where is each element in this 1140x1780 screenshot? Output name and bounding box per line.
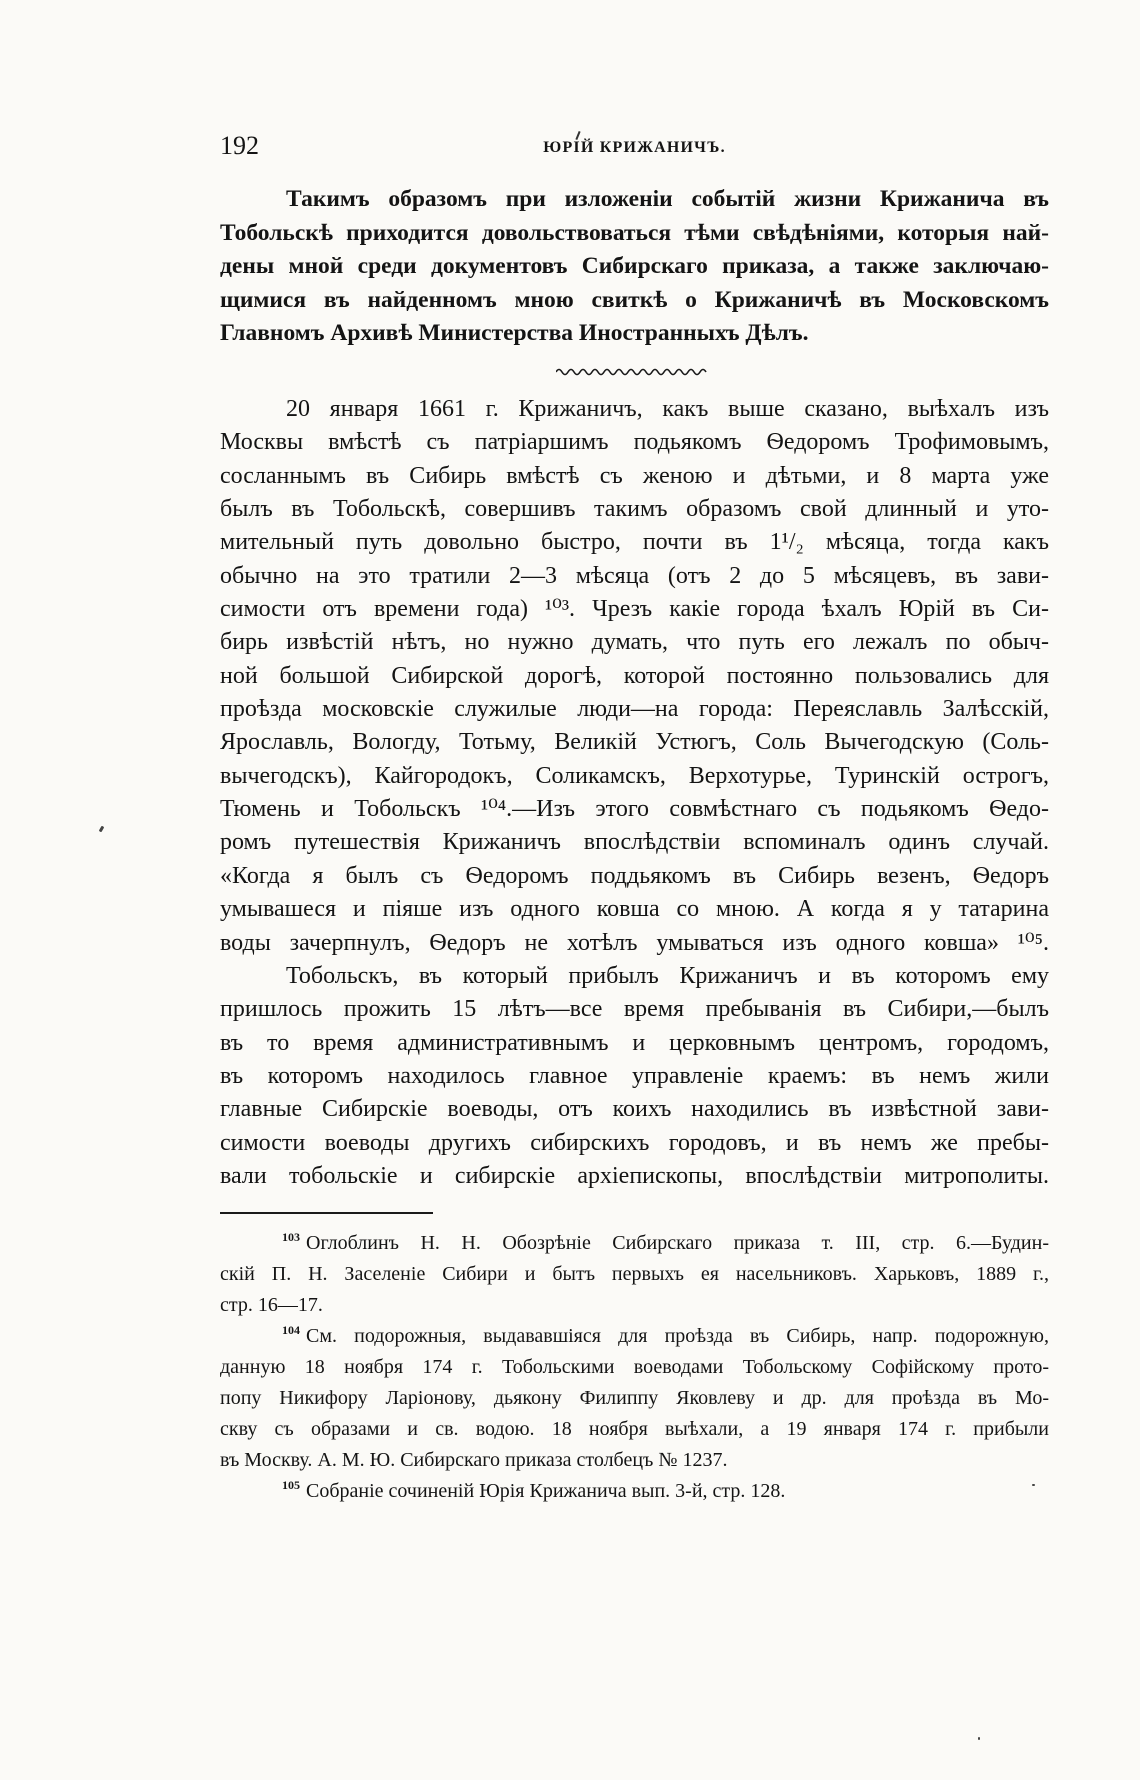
text-line: ной большой Сибирской дорогѣ, которой постоянно пользовались для [220,662,1049,689]
text-line: былъ въ Тобольскѣ, совершивъ такимъ образомъ свой длинный и уто- [220,496,1049,523]
text-line: Тобольскѣ приходится довольствоваться тѣми свѣдѣніями, которыя най- [220,219,1049,246]
footnote-line: скій П. Н. Заселеніе Сибири и бытъ первыхъ ея насельниковъ. Харьковъ, 1889 г., [220,1263,1049,1285]
text-line: симости отъ времени года) ¹⁰³. Чрезъ какіе города ѣхалъ Юрій въ Си- [220,596,1049,623]
text-line: пришлось прожить 15 лѣтъ—все время пребыванія въ Сибири,—былъ [220,996,1049,1023]
text-line: мительный путь довольно быстро, почти въ 1¹/₂ мѣсяца, тогда какъ [220,529,1049,556]
text-line: въ то время административнымъ и церковнымъ центромъ, городомъ, [220,1029,1049,1056]
text-line: проѣзда московскіе служилые люди—на города: Переяславль Залѣсскій, [220,696,1049,723]
running-title: ЮРІЙ КРИЖАНИЧЪ. [543,139,726,156]
footnote-line: попу Никифору Ларіонову, дьякону Филиппу Яковлеву и др. для проѣзда въ Мо- [220,1387,1049,1409]
footnote-104 [220,1321,1049,1476]
footnote-text: Собраніе сочиненій Юрія Крижанича вып. 3-й, стр. 128. [306,1480,786,1502]
paragraph-3 [220,960,1049,1193]
footnote-line: стр. 16—17. [220,1294,323,1316]
footnote-line [220,1476,1049,1507]
text-line: Такимъ образомъ при изложеніи событій жизни Крижанича въ [286,186,1049,212]
footnote-line [220,1321,1049,1352]
text-line: щимися въ найденномъ мною свиткѣ о Крижаничѣ въ Московскомъ [220,286,1049,313]
footnote-105 [220,1476,1049,1507]
text-line: симости воеводы другихъ сибирскихъ городовъ, и въ немъ же пребы- [220,1129,1049,1156]
paragraph-1 [220,183,1049,351]
text-line: Москвы вмѣстѣ съ патріаршимъ подьякомъ Ѳедоромъ Трофимовымъ, [220,429,1049,456]
text-line: Тобольскъ, въ который прибылъ Крижаничъ и въ которомъ ему [286,962,1049,989]
text-line: Тюмень и Тобольскъ ¹⁰⁴.—Изъ этого совмѣстнаго съ подьякомъ Ѳедо- [220,796,1049,823]
scan-speck [1032,1484,1035,1486]
text-line: дены мной среди документовъ Сибирскаго приказа, а также заключаю- [220,253,1049,280]
text-line: умывашеся и піяше изъ одного ковша со мною. А когда я у татарина [220,896,1049,923]
text-line: бирь извѣстій нѣтъ, но нужно думать, что путь его лежалъ по обыч- [220,629,1049,656]
text-line: ромъ путешествія Крижаничъ впослѣдствіи вспоминалъ одинъ случай. [220,829,1049,856]
scan-speck [978,1737,980,1740]
text-line: Главномъ Архивѣ Министерства Иностранныхъ Дѣлъ. [220,320,809,347]
text-line: Ярославль, Вологду, Тотьму, Великій Устюгъ, Соль Вычегодскую (Соль- [220,729,1049,756]
footnote-marker: 105 [282,1478,300,1493]
text-line: сосланнымъ въ Сибирь вмѣстѣ съ женою и дѣтьми, и 8 марта уже [220,462,1049,489]
footnote-text: См. подорожныя, выдававшіяся для проѣзда въ Сибирь, напр. подорожную, [306,1325,1049,1347]
text-line: вычегодскъ), Кайгородокъ, Соликамскъ, Верхотурье, Туринскій острогъ, [220,762,1049,789]
wavy-divider-ornament [556,366,708,378]
footnote-103 [220,1228,1049,1321]
footnote-marker: 104 [282,1323,300,1338]
scan-speck [99,826,105,833]
text-line: воды зачерпнулъ, Ѳедоръ не хотѣлъ умываться изъ одного ковша» ¹⁰⁵. [220,929,1049,956]
text-line: главные Сибирскіе воеводы, отъ коихъ находились въ извѣстной зави- [220,1096,1049,1123]
footnote-rule [220,1212,433,1214]
text-line: вали тобольскіе и сибирскіе архіепископы, впослѣдствіи митрополиты. [220,1162,1049,1189]
main-text [220,393,1049,1193]
footnote-text: Оглоблинъ Н. Н. Обозрѣніе Сибирскаго приказа т. III, стр. 6.—Будин- [306,1232,1049,1254]
text-line: обычно на это тратили 2—3 мѣсяца (отъ 2 до 5 мѣсяцевъ, въ зави- [220,562,1049,589]
footnote-line [220,1228,1049,1259]
footnote-line: скву съ образами и св. водою. 18 ноября выѣхали, а 19 января 174 г. прибыли [220,1418,1049,1440]
text-line: въ которомъ находилось главное управленіе краемъ: въ немъ жили [220,1062,1049,1089]
running-header [220,130,1049,162]
page-number: 192 [220,131,259,160]
footnote-line: данную 18 ноября 174 г. Тобольскими воеводами Тобольскому Софійскому прото- [220,1356,1049,1378]
divider-wave [556,370,706,375]
text-line: «Когда я былъ съ Ѳедоромъ поддьякомъ въ Сибирь везенъ, Ѳедоръ [220,862,1049,889]
footnotes [220,1228,1049,1507]
paragraph-2 [220,393,1049,960]
footnote-marker: 103 [282,1230,300,1245]
text-line: 20 января 1661 г. Крижаничъ, какъ выше сказано, выѣхалъ изъ [286,396,1049,422]
footnote-line: въ Москву. А. М. Ю. Сибирскаго приказа столбецъ № 1237. [220,1449,728,1471]
